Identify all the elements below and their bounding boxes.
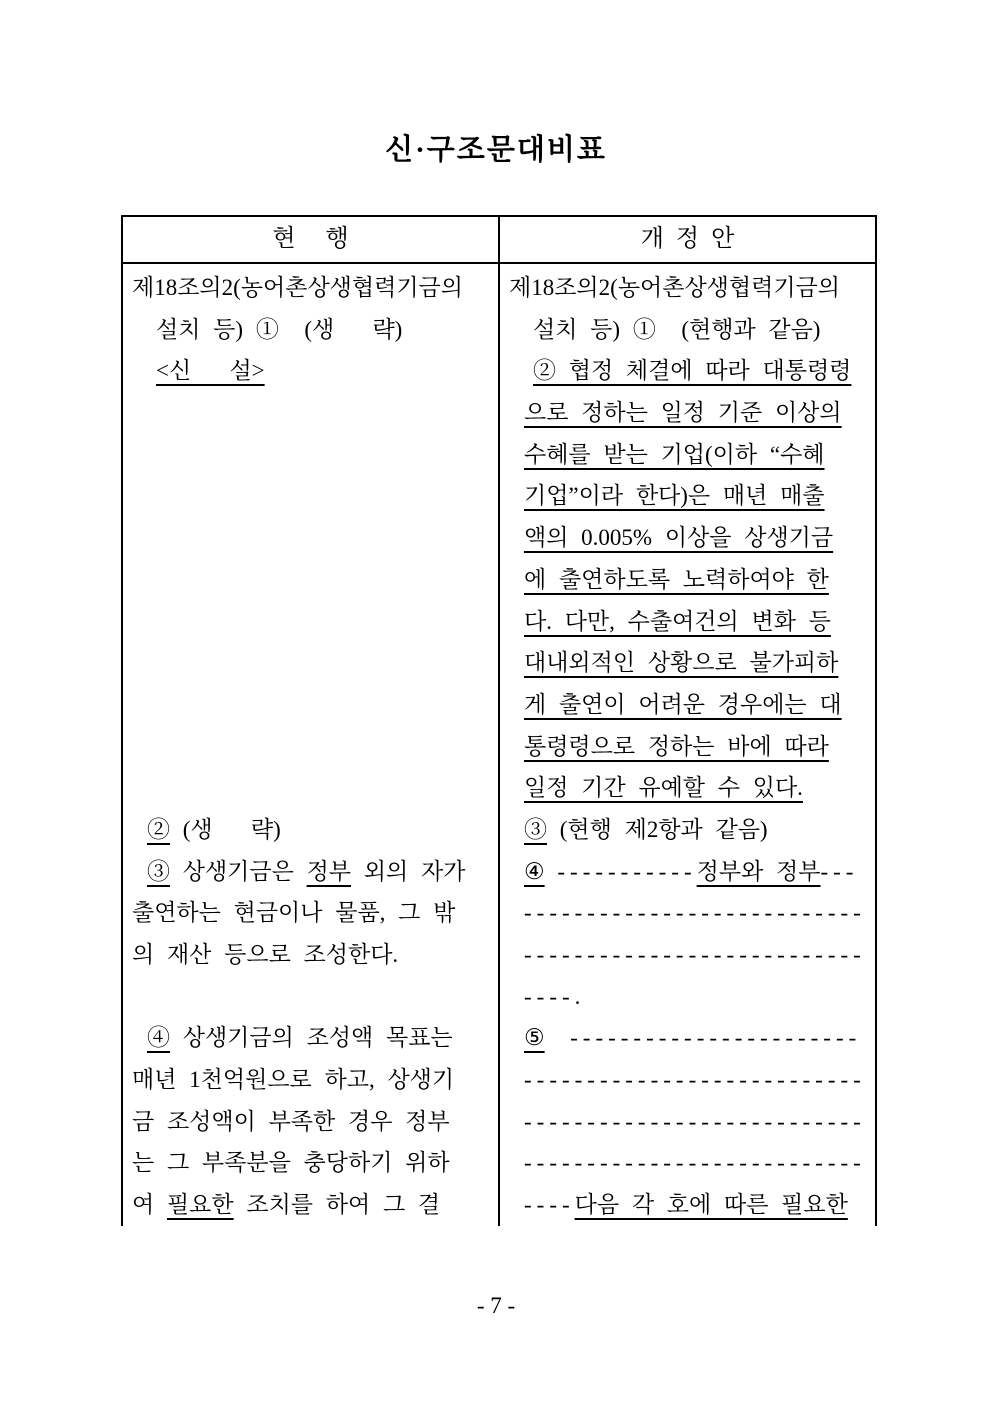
text-line (123, 892, 498, 934)
text-line (500, 767, 873, 809)
text-line (123, 934, 498, 976)
dash-run: --------------------------- (524, 900, 866, 926)
text-segment: 정부 (306, 858, 352, 884)
text-line (123, 851, 498, 893)
text-line (123, 767, 498, 809)
text-line (500, 1101, 873, 1143)
text-segment: 제18조의2(농어촌상생협력기금의 (509, 275, 840, 300)
text-line (500, 1142, 873, 1184)
text-segment: 제18조의2(농어촌상생협력기금의 (132, 275, 463, 300)
text-line (123, 267, 498, 309)
table-header-row (123, 217, 875, 264)
dash-run: ----------------------- (570, 1025, 862, 1051)
text-line (123, 1059, 498, 1101)
text-segment: ④ (147, 1025, 170, 1051)
text-line (123, 517, 498, 559)
text-line (500, 559, 873, 601)
text-line (500, 601, 873, 643)
text-segment (545, 859, 558, 884)
text-segment: 통령령으로 정하는 바에 따라 (524, 733, 829, 759)
text-line (123, 601, 498, 643)
text-segment: 으로 정하는 일정 기준 이상의 (524, 400, 842, 426)
text-line (500, 1184, 873, 1226)
text-line (123, 726, 498, 768)
text-line (123, 684, 498, 726)
text-line (123, 392, 498, 434)
header-current-law: 현 행 (272, 226, 349, 252)
text-line (123, 642, 498, 684)
text-segment: 외의 자가 (351, 858, 466, 884)
dash-run: ---- (524, 1192, 575, 1218)
text-segment: <신 설> (156, 358, 265, 384)
page-number: - 7 - (476, 1293, 516, 1318)
text-line (500, 1059, 873, 1101)
text-segment: 출연하는 현금이나 물품, 그 밖 (132, 900, 456, 926)
text-line (500, 517, 873, 559)
document-title: 신·구조문대비표 (385, 134, 607, 166)
text-line (500, 809, 873, 851)
text-segment: ③ (147, 858, 170, 884)
text-segment: 다음 각 호에 따른 필요한 (574, 1192, 848, 1218)
dash-run: --------------------------- (524, 942, 866, 967)
header-amendment: 개 정 안 (498, 217, 875, 262)
text-line (500, 1017, 873, 1059)
text-line (123, 434, 498, 476)
dash-run: --------------------------- (524, 1067, 866, 1093)
text-line (123, 809, 498, 851)
text-segment: 대내외적인 상황으로 불가피하 (524, 650, 839, 676)
text-segment: 에 출연하도록 노력하여야 한 (524, 566, 829, 592)
text-segment: 조치를 하여 그 결 (233, 1192, 441, 1218)
text-segment: 필요한 (166, 1192, 234, 1218)
text-line (500, 851, 873, 893)
text-segment: ② (147, 816, 170, 842)
text-segment: 여 (132, 1192, 167, 1218)
text-segment: 의 재산 등으로 조성한다. (132, 942, 399, 967)
text-segment (545, 1025, 571, 1050)
text-line (500, 684, 873, 726)
text-line (500, 934, 873, 976)
text-line (123, 1017, 498, 1059)
text-line (123, 976, 498, 1018)
text-segment: ③ (524, 816, 547, 842)
text-segment: 금 조성액이 부족한 경우 정부 (132, 1108, 450, 1134)
text-segment: 기업”이라 한다)은 매년 매출 (524, 483, 825, 509)
text-segment: 정부와 정부 (696, 858, 821, 884)
text-segment: (현행 제2항과 같음) (547, 816, 768, 842)
text-segment: ② 협정 체결에 따라 대통령령 (533, 358, 852, 384)
text-segment: 다. 다만, 수출여건의 변화 등 (524, 608, 831, 634)
text-line (500, 392, 873, 434)
text-line (123, 1101, 498, 1143)
text-segment: 설치 등) ① (현행과 같음) (533, 316, 821, 342)
text-segment: 액의 0.005% 이상을 상생기금 (524, 525, 834, 551)
table-body (123, 264, 875, 1226)
text-segment: 일정 기간 유예할 수 있다. (524, 775, 803, 801)
text-line (123, 1184, 498, 1226)
text-line (500, 350, 873, 392)
text-segment: 매년 1천억원으로 하고, 상생기 (132, 1067, 455, 1093)
text-segment: 설치 등) ① (생 략) (156, 316, 403, 342)
dash-run: --------------------------- (524, 1150, 866, 1176)
text-line (500, 642, 873, 684)
dash-run: ---- (524, 983, 575, 1009)
text-line (123, 559, 498, 601)
text-segment: 수혜를 받는 기업(이하 “수혜 (524, 441, 825, 467)
text-line (500, 892, 873, 934)
text-segment: . (574, 983, 581, 1009)
dash-run: --------------------------- (524, 1108, 866, 1134)
text-line (123, 309, 498, 351)
dash-run: --- (820, 858, 859, 884)
text-segment: ④ (524, 858, 545, 884)
text-segment: 는 그 부족분을 충당하기 위하 (132, 1150, 450, 1176)
text-line (500, 475, 873, 517)
dash-run: ----------- (557, 858, 697, 884)
text-segment: 게 출연이 어려운 경우에는 대 (524, 691, 842, 717)
text-line (500, 267, 873, 309)
text-line (123, 1142, 498, 1184)
text-segment: (생 략) (170, 816, 281, 842)
text-line (500, 309, 873, 351)
text-line (123, 350, 498, 392)
text-line (500, 434, 873, 476)
amendment-column (498, 264, 873, 1226)
text-line (500, 726, 873, 768)
text-line (123, 475, 498, 517)
text-line (500, 976, 873, 1018)
text-segment: 상생기금의 조성액 목표는 (170, 1025, 453, 1051)
current-law-column (123, 264, 498, 1226)
text-segment: ⑤ (524, 1025, 545, 1051)
text-segment: 상생기금은 (170, 858, 307, 884)
comparison-table (121, 215, 877, 1226)
